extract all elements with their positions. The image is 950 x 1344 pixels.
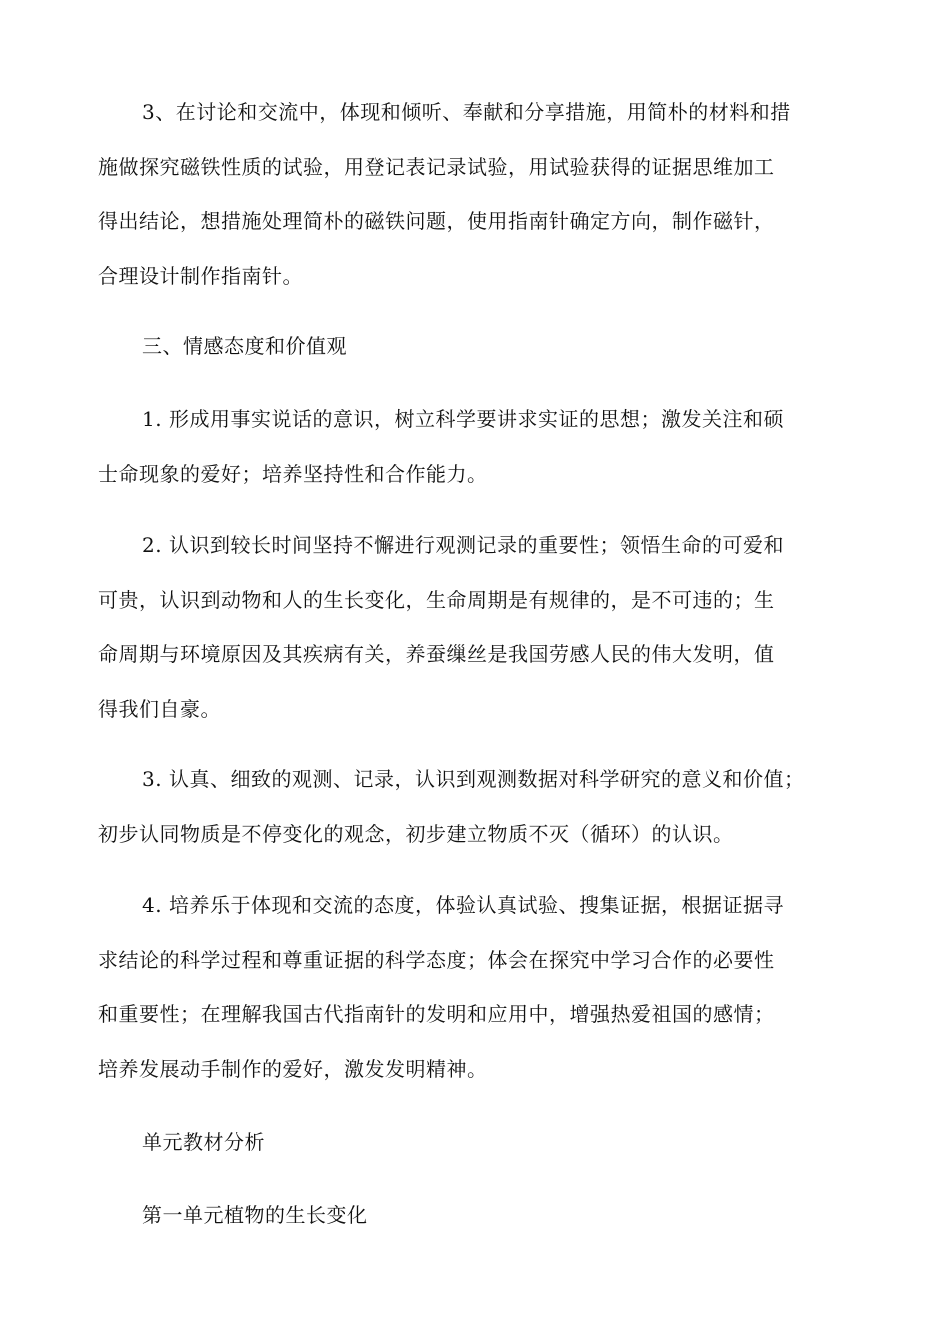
text-line: 可贵，认识到动物和人的生长变化，生命周期是有规律的，是不可违的；生 (98, 587, 775, 612)
text-line: 4. 培养乐于体现和交流的态度，体验认真试验、搜集证据，根据证据寻 (142, 893, 784, 917)
text-line: 合理设计制作指南针。 (98, 263, 303, 288)
section-heading-unit-one: 第一单元植物的生长变化 (142, 1203, 368, 1227)
text-line: 得我们自豪。 (98, 696, 221, 721)
text-line: 命周期与环境原因及其疾病有关，养蚕缫丝是我国劳感人民的伟大发明，值 (98, 642, 775, 666)
text-line: 1. 形成用事实说话的意识，树立科学要讲求实证的思想；激发关注和硕 (142, 407, 784, 431)
text-line: 求结论的科学过程和尊重证据的科学态度；体会在探究中学习合作的必要性 (98, 947, 775, 972)
text-line: 和重要性；在理解我国古代指南针的发明和应用中，增强热爱祖国的感情； (98, 1002, 775, 1026)
text-line: 初步认同物质是不停变化的观念，初步建立物质不灭（循环）的认识。 (98, 821, 734, 846)
paragraph-item-2 (98, 518, 858, 736)
section-heading-attitudes: 三、情感态度和价值观 (142, 334, 347, 358)
text-line: 3、在讨论和交流中，体现和倾听、奉献和分享措施，用简朴的材料和措 (142, 100, 791, 124)
text-line: 士命现象的爱好；培养坚持性和合作能力。 (98, 461, 488, 486)
section-heading-unit-analysis: 单元教材分析 (142, 1130, 265, 1154)
text-line: 3. 认真、细致的观测、记录，认识到观测数据对科学研究的意义和价值； (142, 767, 805, 791)
text-line: 2. 认识到较长时间坚持不懈进行观测记录的重要性；领悟生命的可爱和 (142, 533, 784, 557)
paragraph-item-3-skills (98, 85, 858, 303)
paragraph-item-4 (98, 878, 858, 1096)
paragraph-item-1 (98, 392, 858, 501)
paragraph-item-3 (98, 752, 858, 861)
text-line: 得出结论，想措施处理简朴的磁铁问题，使用指南针确定方向，制作磁针， (98, 209, 775, 233)
text-line: 施做探究磁铁性质的试验，用登记表记录试验，用试验获得的证据思维加工 (98, 154, 775, 179)
text-line: 培养发展动手制作的爱好，激发发明精神。 (98, 1056, 488, 1081)
